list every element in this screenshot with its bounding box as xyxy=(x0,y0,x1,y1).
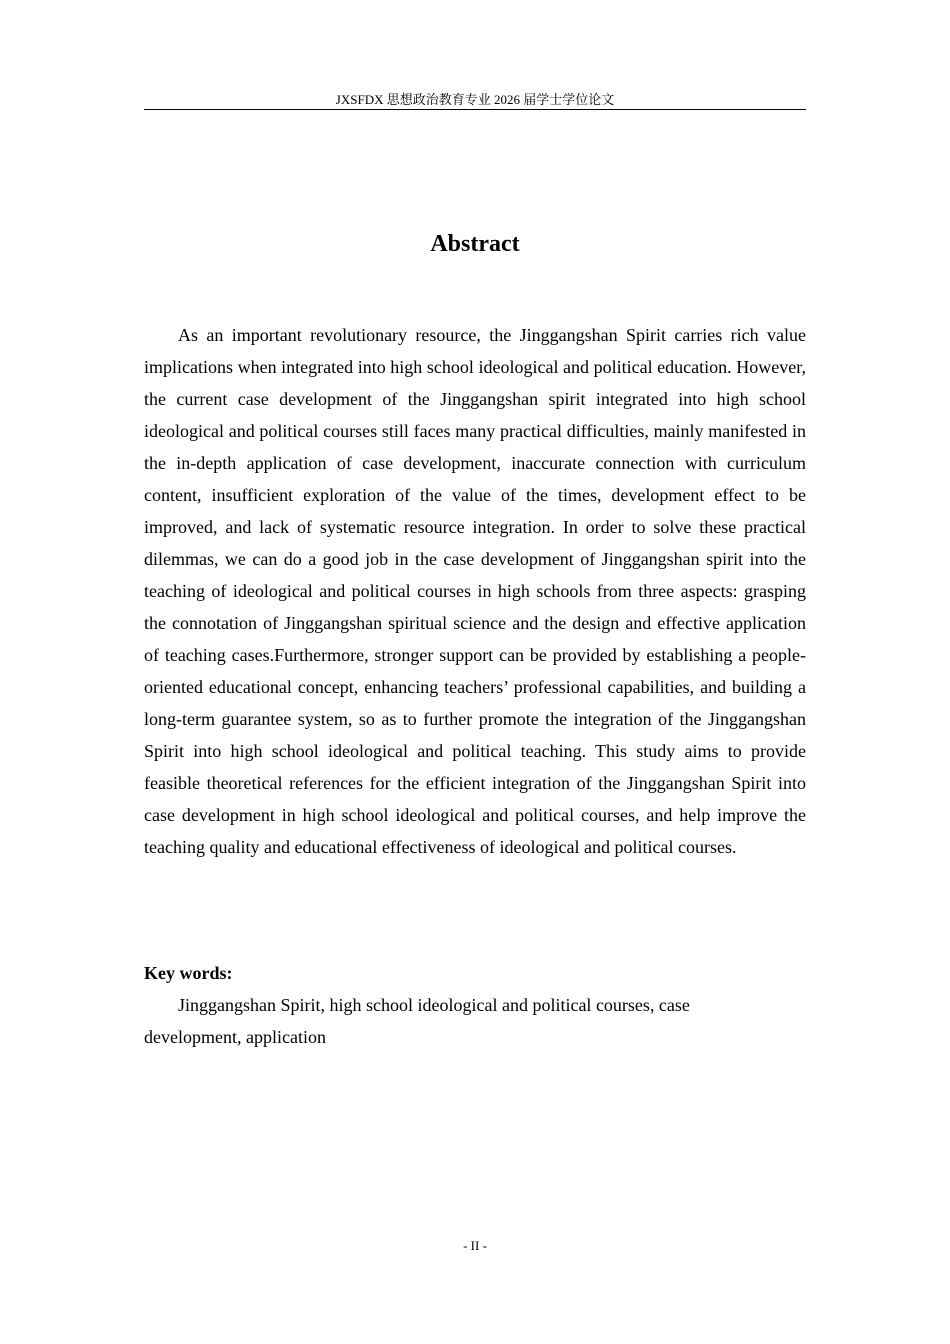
keywords-label: Key words: xyxy=(144,963,233,983)
running-header: JXSFDX 思想政治教育专业 2026 届学士学位论文 xyxy=(335,92,615,107)
abstract-title: Abstract xyxy=(430,231,520,257)
abstract-paragraph: As an important revolutionary resource, the Jinggangshan Spirit carries rich value implications when integrated into high school ideological and political education. However, the current case development of the Jinggangshan spirit integrated into high school ideological and political courses still faces many practical difficulties, mainly manifested in the in-depth application of case development, inaccurate connection with curriculum content, insufficient exploration of the value of the times, development effect to be improved, and lack of systematic resource integration. In order to solve these practical dilemmas, we can do a good job in the case development of Jinggangshan spirit into the teaching of ideological and political courses in high schools from three aspects: grasping the connotation of Jinggangshan spiritual science and the design and effective application of teaching cases.Furthermore, stronger support can be provided by establishing a people-oriented educational concept, enhancing teachers’ professional capabilities, and building a long-term guarantee system, so as to further promote the integration of the Jinggangshan Spirit into high school ideological and political teaching. This study aims to provide feasible theoretical references for the efficient integration of the Jinggangshan Spirit into case development in high school ideological and political courses, and help improve the teaching quality and educational effectiveness of ideological and political courses. xyxy=(144,325,806,857)
header-rule xyxy=(144,109,806,110)
page-number: - II - xyxy=(463,1238,487,1253)
keywords-text: Jinggangshan Spirit, high school ideological and political courses, case development, application xyxy=(144,995,690,1047)
